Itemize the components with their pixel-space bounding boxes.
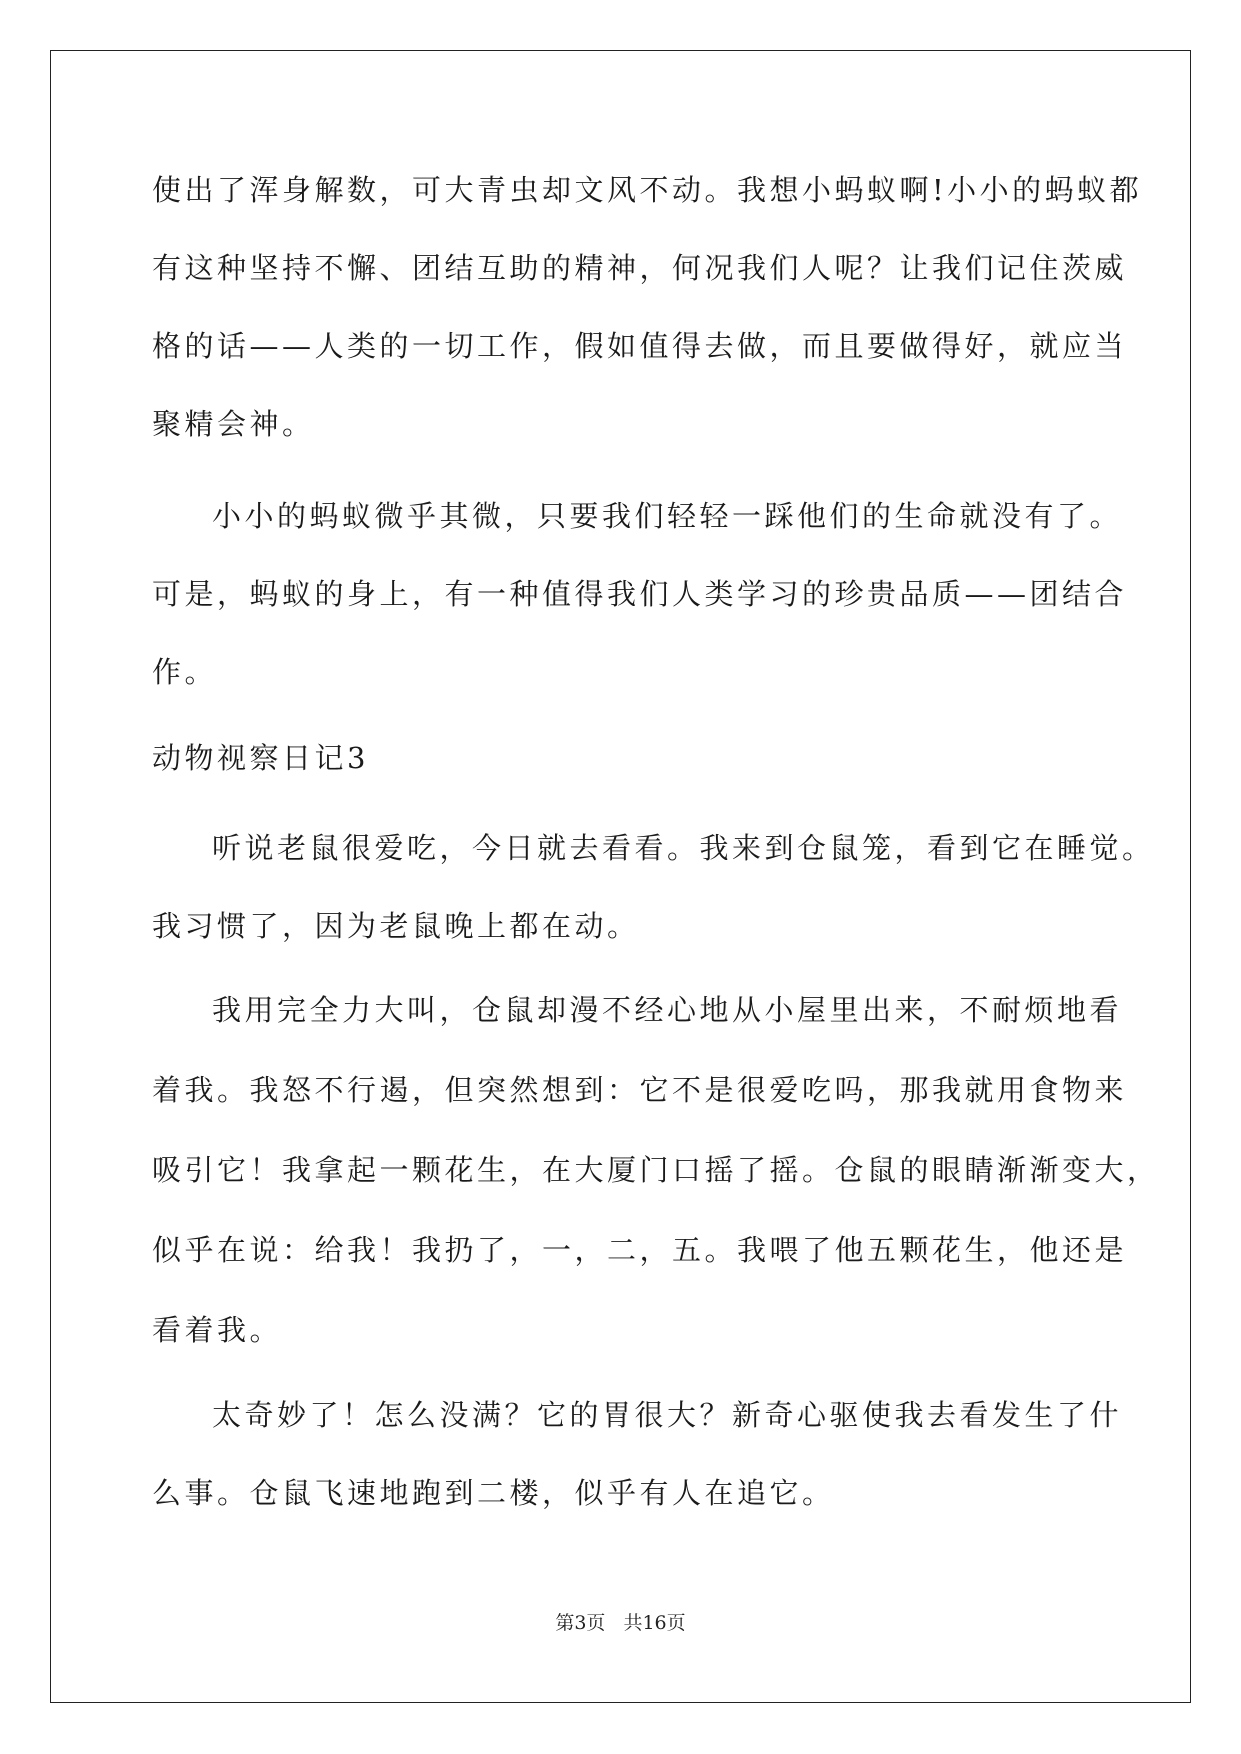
text-line: 有这种坚持不懈、团结互助的精神，何况我们人呢？让我们记住茨威 <box>152 251 1128 285</box>
text-line: 看着我。 <box>152 1313 283 1347</box>
page-number: 第3页 <box>555 1612 606 1634</box>
text-line: 小小的蚂蚁微乎其微，只要我们轻轻一踩他们的生命就没有了。 <box>212 499 1123 533</box>
section-heading: 动物视察日记3 <box>152 741 369 775</box>
page-footer <box>0 1608 1241 1635</box>
text-line: 使出了浑身解数，可大青虫却文风不动。我想小蚂蚁啊!小小的蚂蚁都 <box>152 173 1143 207</box>
text-line: 可是，蚂蚁的身上，有一种值得我们人类学习的珍贵品质——团结合 <box>152 577 1128 611</box>
text-line: 么事。仓鼠飞速地跑到二楼，似乎有人在追它。 <box>152 1476 835 1510</box>
text-line: 聚精会神。 <box>152 407 315 441</box>
text-line: 作。 <box>152 655 218 689</box>
text-line: 听说老鼠很爱吃，今日就去看看。我来到仓鼠笼，看到它在睡觉。 <box>212 831 1155 865</box>
text-line: 我用完全力大叫，仓鼠却漫不经心地从小屋里出来，不耐烦地看 <box>212 993 1123 1027</box>
text-line: 似乎在说：给我！我扔了，一，二，五。我喂了他五颗花生，他还是 <box>152 1233 1128 1267</box>
text-line: 太奇妙了！怎么没满？它的胃很大？新奇心驱使我去看发生了什 <box>212 1398 1123 1432</box>
text-line: 我习惯了，因为老鼠晚上都在动。 <box>152 909 640 943</box>
text-line: 吸引它！我拿起一颗花生，在大厦门口摇了摇。仓鼠的眼睛渐渐变大， <box>152 1153 1160 1187</box>
text-line: 格的话——人类的一切工作，假如值得去做，而且要做得好，就应当 <box>152 329 1128 363</box>
text-line: 着我。我怒不行遏，但突然想到：它不是很爱吃吗，那我就用食物来 <box>152 1073 1128 1107</box>
page-total: 共16页 <box>623 1612 686 1634</box>
page-border <box>50 50 1191 1703</box>
